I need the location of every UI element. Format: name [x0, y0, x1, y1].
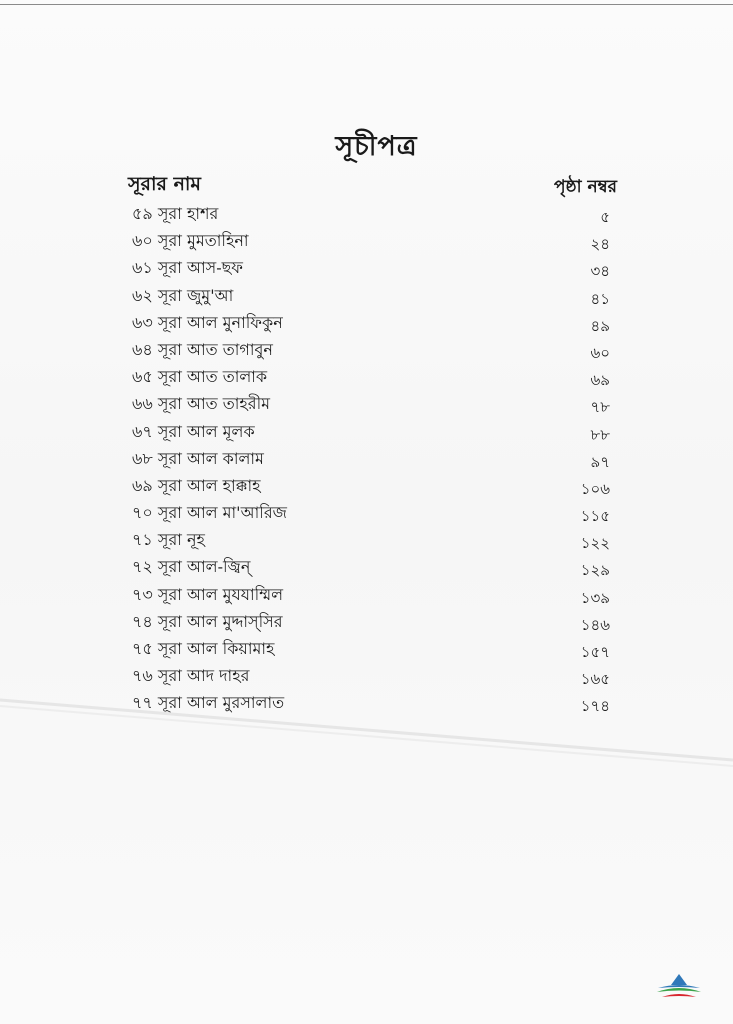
- toc-entry-name: ৬২ সূরা জুমু'আ: [132, 285, 234, 305]
- toc-entry: [0, 579, 733, 606]
- toc-entry: [0, 225, 733, 252]
- toc-entry: [0, 416, 733, 443]
- page-title: সূচীপত্র: [335, 131, 418, 162]
- publisher-logo-icon: [654, 972, 704, 1002]
- toc-entry: [0, 606, 733, 633]
- toc-entry: [0, 334, 733, 361]
- column-header-page-number: পৃষ্ঠা নম্বর: [554, 177, 617, 197]
- toc-entry: [0, 551, 733, 578]
- toc-entry: [0, 307, 733, 334]
- table-of-contents: [0, 198, 733, 715]
- toc-entry-name: ৬১ সূরা আস-ছফ: [132, 258, 243, 278]
- toc-entry-page: ৬০: [590, 343, 610, 362]
- toc-entry-page: ১৫৭: [580, 643, 610, 661]
- toc-entry-page: ৮৮: [590, 425, 610, 444]
- toc-entry-page: ১৭৪: [580, 697, 610, 716]
- toc-entry: [0, 388, 733, 415]
- toc-entry-page: ১৩৯: [580, 588, 610, 607]
- toc-entry-name: ৬৯ সূরা আল হাক্কাহ: [132, 475, 261, 495]
- toc-entry-name: ৬০ সূরা মুমতাহিনা: [132, 231, 249, 251]
- toc-entry: [0, 280, 733, 307]
- toc-entry-page: ৩৪: [590, 262, 610, 281]
- toc-entry: [0, 198, 733, 225]
- toc-entry-page: ১৪৬: [580, 615, 610, 634]
- toc-entry-name: ৭৫ সূরা আল কিয়ামাহ: [132, 639, 275, 658]
- toc-entry-name: ৬৫ সূরা আত তালাক: [132, 367, 268, 387]
- toc-entry-name: ৭৩ সূরা আল মুযযাম্মিল: [132, 584, 283, 604]
- toc-entry-page: ৪৯: [590, 316, 610, 335]
- toc-entry-page: ৬৯: [590, 371, 610, 390]
- toc-entry: [0, 497, 733, 524]
- toc-entry-page: ১৬৫: [580, 670, 610, 689]
- toc-entry: [0, 252, 733, 279]
- toc-entry-page: ২৪: [590, 235, 610, 254]
- toc-entry: [0, 633, 733, 660]
- toc-entry: [0, 524, 733, 551]
- toc-entry-page: ৯৭: [590, 452, 610, 471]
- toc-entry-name: ৬৪ সূরা আত তাগাবুন: [132, 339, 273, 359]
- toc-entry-name: ৬৭ সূরা আল মূলক: [132, 421, 255, 441]
- toc-entry-name: ৫৯ সূরা হাশর: [132, 204, 219, 223]
- column-header-surah-name: সূরার নাম: [128, 173, 201, 195]
- toc-entry-name: ৭২ সূরা আল-জ্বিন্: [132, 557, 251, 577]
- toc-entry-page: ৪১: [590, 289, 610, 308]
- toc-entry: [0, 443, 733, 470]
- toc-entry: [0, 361, 733, 388]
- toc-entry-name: ৭৪ সূরা আল মুদ্দাস্‌সির: [132, 611, 283, 631]
- toc-entry-name: ৭০ সূরা আল মা'আরিজ: [132, 503, 287, 523]
- toc-entry-name: ৭৭ সূরা আল মুরসালাত: [132, 693, 285, 713]
- toc-entry: [0, 470, 733, 497]
- toc-entry: [0, 687, 733, 714]
- toc-entry-page: ১২২: [580, 534, 610, 553]
- toc-entry-page: ১০৬: [580, 479, 610, 498]
- toc-entry-name: ৭১ সূরা নূহ: [132, 530, 205, 550]
- toc-entry-name: ৬৩ সূরা আল মুনাফিকুন: [132, 312, 283, 332]
- toc-entry: [0, 660, 733, 687]
- toc-entry-name: ৬৬ সূরা আত তাহরীম: [132, 394, 271, 414]
- toc-entry-name: ৬৮ সূরা আল কালাম: [132, 448, 264, 468]
- toc-entry-name: ৭৬ সূরা আদ দাহর: [132, 666, 250, 686]
- toc-entry-page: ১২৯: [580, 561, 610, 580]
- toc-entry-page: ৭৮: [590, 398, 610, 417]
- toc-entry-page: ৫: [600, 208, 610, 226]
- toc-entry-page: ১১৫: [580, 507, 610, 526]
